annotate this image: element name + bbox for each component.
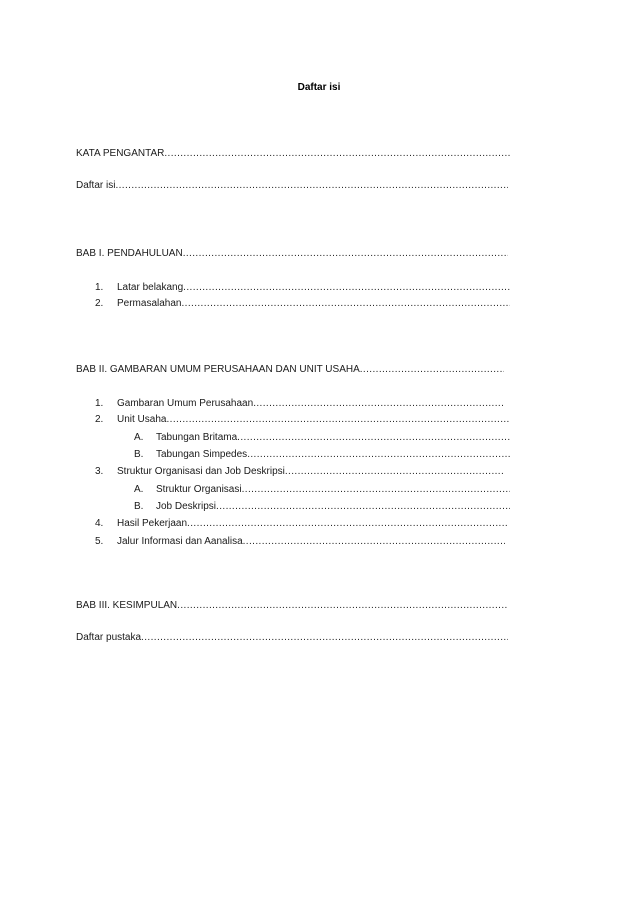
- toc-leader-dots: [183, 248, 508, 259]
- toc-leader-dots: [237, 432, 510, 443]
- toc-entry-daftar-isi[interactable]: [76, 180, 508, 191]
- toc-label: KATA PENGANTAR: [76, 148, 165, 159]
- toc-entry-bab-3[interactable]: [76, 600, 508, 611]
- toc-label: Permasalahan: [117, 298, 182, 309]
- toc-entry-tabungan-britama[interactable]: [134, 432, 510, 443]
- toc-label: BAB III. KESIMPULAN: [76, 600, 178, 611]
- toc-leader-dots: [164, 148, 510, 159]
- toc-entry-bab-1[interactable]: [76, 248, 508, 259]
- toc-entry-jalur-informasi[interactable]: [95, 536, 505, 547]
- toc-entry-kata-pengantar[interactable]: [76, 148, 510, 159]
- toc-entry-bab-2[interactable]: [76, 364, 504, 375]
- toc-leader-dots: [166, 414, 510, 425]
- toc-label: Jalur Informasi dan Aanalisa: [117, 536, 243, 547]
- toc-number: 2.: [95, 298, 104, 309]
- toc-leader-dots: [187, 518, 507, 529]
- page-title: Daftar isi: [297, 82, 341, 93]
- toc-leader-dots: [253, 398, 505, 409]
- toc-leader-dots: [285, 466, 505, 477]
- toc-leader-dots: [247, 449, 510, 460]
- toc-entry-hasil-pekerjaan[interactable]: [95, 518, 507, 529]
- toc-number: 1.: [95, 282, 104, 293]
- toc-label: Daftar isi: [76, 180, 116, 191]
- toc-number: 4.: [95, 518, 104, 529]
- toc-leader-dots: [183, 282, 510, 293]
- toc-entry-permasalahan[interactable]: [95, 298, 510, 309]
- toc-label: Latar belakang: [117, 282, 184, 293]
- toc-label: Hasil Pekerjaan: [117, 518, 188, 529]
- toc-leader-dots: [216, 501, 510, 512]
- toc-leader-dots: [360, 364, 504, 375]
- toc-entry-struktur-job[interactable]: [95, 466, 505, 477]
- toc-number: B.: [134, 501, 144, 512]
- toc-label: Tabungan Simpedes: [156, 449, 248, 460]
- toc-label: Struktur Organisasi dan Job Deskripsi: [117, 466, 285, 477]
- toc-label: Job Deskripsi: [156, 501, 217, 512]
- toc-leader-dots: [243, 536, 505, 547]
- toc-entry-daftar-pustaka[interactable]: [76, 632, 508, 643]
- toc-number: 3.: [95, 466, 104, 477]
- toc-number: 2.: [95, 414, 104, 425]
- toc-leader-dots: [242, 484, 510, 495]
- toc-leader-dots: [141, 632, 508, 643]
- toc-entry-latar-belakang[interactable]: [95, 282, 510, 293]
- toc-label: BAB I. PENDAHULUAN: [76, 248, 183, 259]
- toc-number: B.: [134, 449, 144, 460]
- toc-leader-dots: [115, 180, 508, 191]
- toc-leader-dots: [181, 298, 510, 309]
- toc-number: 5.: [95, 536, 104, 547]
- toc-label: Gambaran Umum Perusahaan: [117, 398, 254, 409]
- toc-number: A.: [134, 432, 144, 443]
- toc-label: Struktur Organisasi: [156, 484, 242, 495]
- toc-label: Tabungan Britama: [156, 432, 238, 443]
- toc-leader-dots: [177, 600, 508, 611]
- toc-number: 1.: [95, 398, 104, 409]
- toc-entry-gambaran-umum[interactable]: [95, 398, 505, 409]
- toc-entry-struktur-organisasi[interactable]: [134, 484, 510, 495]
- toc-entry-job-deskripsi[interactable]: [134, 501, 510, 512]
- toc-label: Daftar pustaka: [76, 632, 142, 643]
- toc-entry-unit-usaha[interactable]: [95, 414, 510, 425]
- toc-entry-tabungan-simpedes[interactable]: [134, 449, 510, 460]
- toc-number: A.: [134, 484, 144, 495]
- toc-label: Unit Usaha: [117, 414, 167, 425]
- toc-label: BAB II. GAMBARAN UMUM PERUSAHAAN DAN UNIT USAHA: [76, 364, 360, 375]
